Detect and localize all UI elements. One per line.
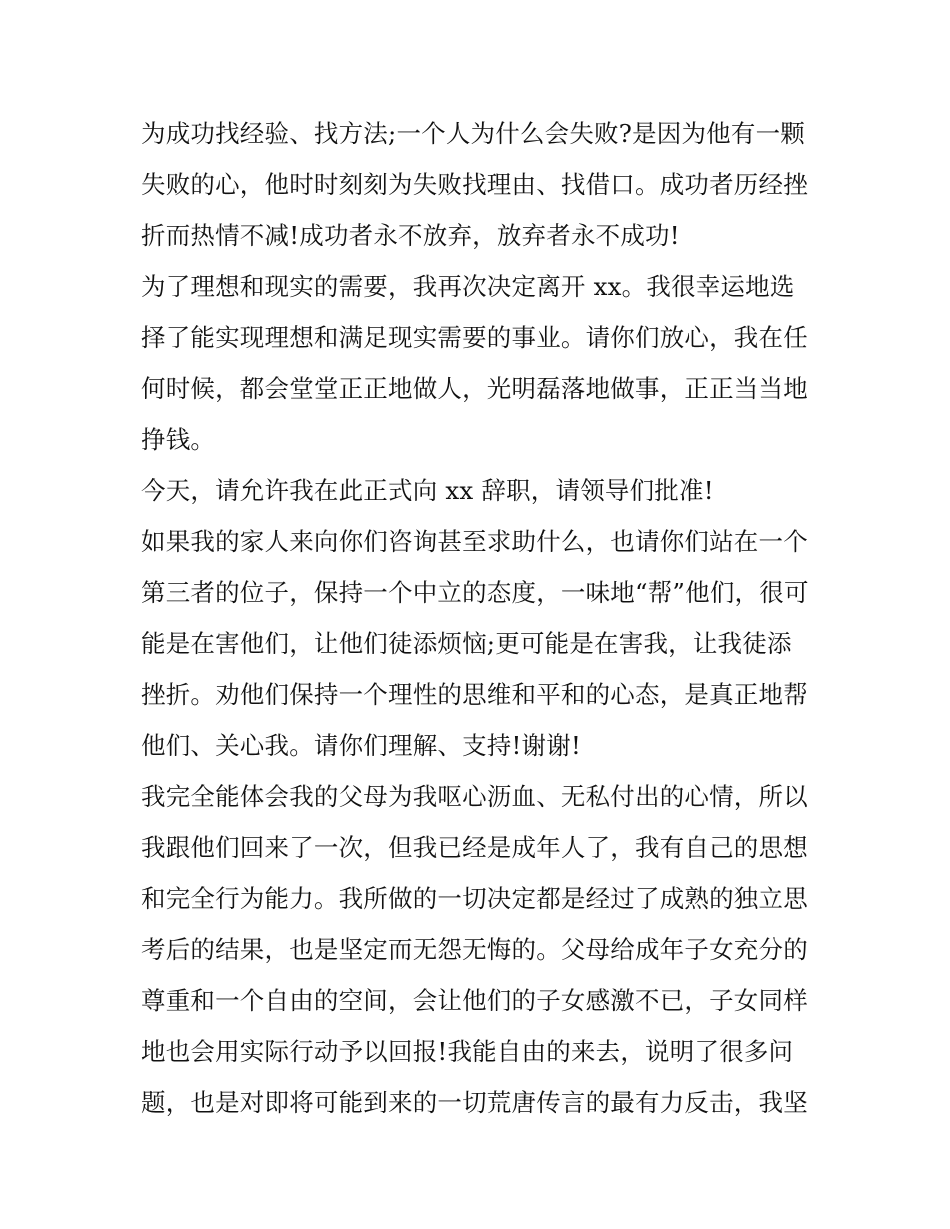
text-line: 考后的结果，也是坚定而无怨无悔的。父母给成年子女充分的 — [141, 935, 808, 964]
text-line: 失败的心，他时时刻刻为失败找理由、找借口。成功者历经挫 — [141, 170, 808, 199]
text-line: 我完全能体会我的父母为我呕心沥血、无私付出的心情，所以 — [141, 782, 808, 811]
text-line: 今天，请允许我在此正式向 xx 辞职，请领导们批准! — [141, 476, 714, 505]
text-line: 何时候，都会堂堂正正地做人，光明磊落地做事，正正当当地 — [141, 374, 808, 403]
text-line: 折而热情不减!成功者永不放弃，放弃者永不成功! — [141, 221, 680, 250]
text-line: 他们、关心我。请你们理解、支持!谢谢! — [141, 731, 581, 760]
text-line: 和完全行为能力。我所做的一切决定都是经过了成熟的独立思 — [141, 884, 808, 913]
text-line: 挣钱。 — [141, 425, 216, 454]
text-line: 我跟他们回来了一次，但我已经是成年人了，我有自己的思想 — [141, 833, 808, 862]
text-line: 能是在害他们，让他们徒添烦恼;更可能是在害我，让我徒添 — [141, 629, 792, 658]
document-body — [141, 108, 821, 1128]
text-line: 第三者的位子，保持一个中立的态度，一味地“帮”他们，很可 — [141, 578, 809, 607]
text-line: 挫折。劝他们保持一个理性的思维和平和的心态，是真正地帮 — [141, 680, 808, 709]
text-line: 择了能实现理想和满足现实需要的事业。请你们放心，我在任 — [141, 323, 808, 352]
text-line: 为成功找经验、找方法;一个人为什么会失败?是因为他有一颗 — [141, 119, 805, 148]
text-line: 为了理想和现实的需要，我再次决定离开 xx。我很幸运地选 — [141, 272, 795, 301]
text-line: 地也会用实际行动予以回报!我能自由的来去，说明了很多问 — [141, 1037, 794, 1066]
text-line: 如果我的家人来向你们咨询甚至求助什么，也请你们站在一个 — [141, 527, 808, 556]
text-line: 尊重和一个自由的空间，会让他们的子女感激不已，子女同样 — [141, 986, 808, 1015]
text-line: 题，也是对即将可能到来的一切荒唐传言的最有力反击，我坚 — [141, 1088, 808, 1117]
